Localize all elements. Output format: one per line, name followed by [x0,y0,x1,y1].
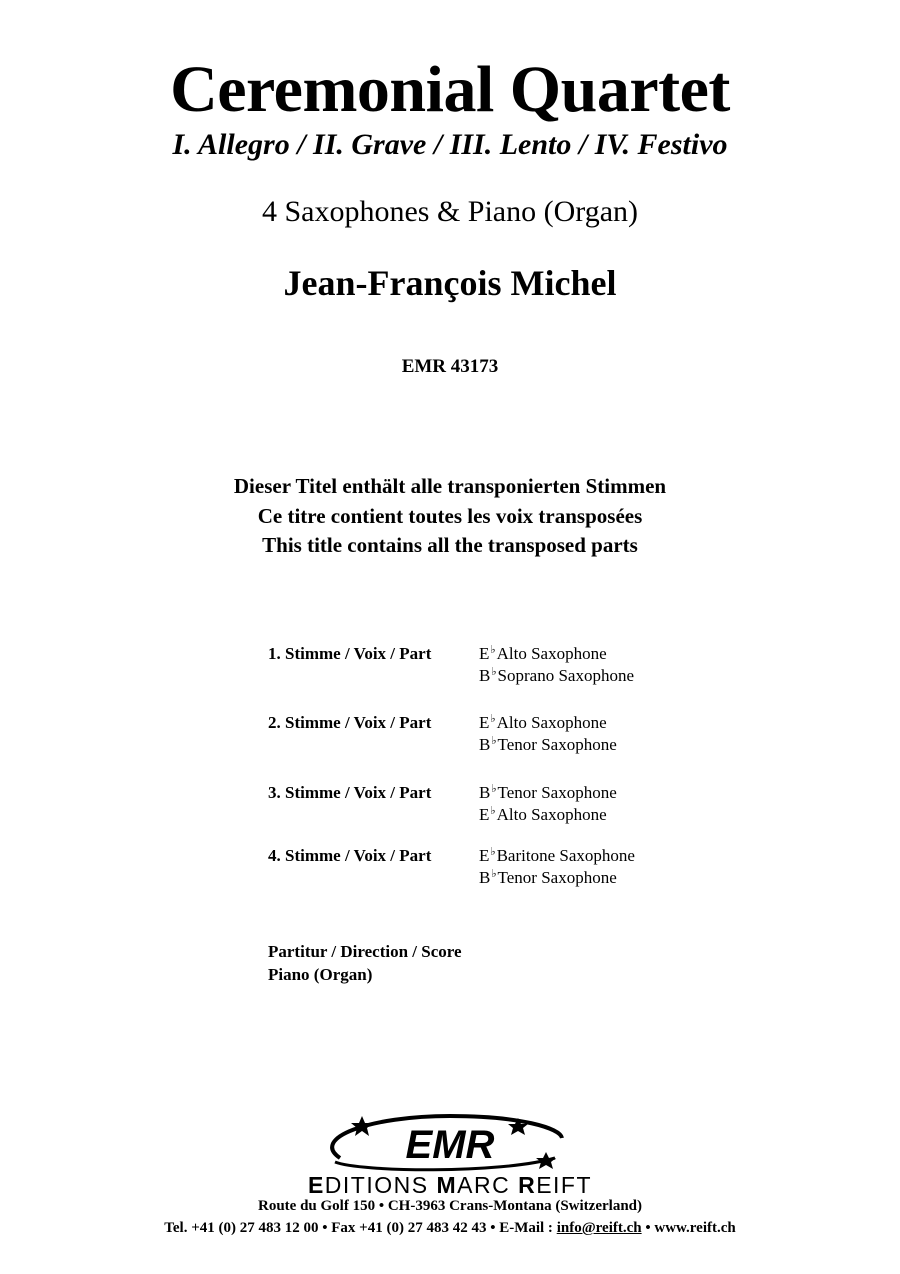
part-instruments [479,713,617,757]
instrument-line: E♭Alto Saxophone [479,713,607,732]
note-english: This title contains all the transposed parts [262,533,638,557]
part-1 [268,644,768,684]
instrument-line: E♭Baritone Saxophone [479,846,635,865]
part-instruments [479,783,617,827]
movements-subtitle: I. Allegro / II. Grave / III. Lento / IV. Festivo [172,128,728,161]
part-label: 3. Stimme / Voix / Part [268,783,432,802]
instrument-line: E♭Alto Saxophone [479,805,607,824]
flat-symbol: ♭ [490,713,496,725]
publisher-contact: Tel. +41 (0) 27 483 12 00 • Fax +41 (0) 27 483 42 43 • E-Mail : info@reift.ch • www.reift.ch [164,1220,736,1236]
instrument-line: B♭Tenor Saxophone [479,868,617,887]
logo-text: EMR [405,1123,495,1167]
part-label: 1. Stimme / Voix / Part [268,644,432,663]
part-label: 4. Stimme / Voix / Part [268,846,432,865]
piano-label: Piano (Organ) [268,965,373,984]
flat-symbol: ♭ [490,644,496,656]
page-title: Ceremonial Quartet [170,53,730,126]
flat-symbol: ♭ [491,666,497,678]
instrumentation: 4 Saxophones & Piano (Organ) [261,195,639,228]
note-french: Ce titre contient toutes les voix transposées [257,503,643,528]
instrument-line: E♭Alto Saxophone [479,644,607,663]
emr-logo [300,1108,600,1178]
instrument-line: B♭Tenor Saxophone [479,783,617,802]
catalog-number: EMR 43173 [401,356,499,377]
flat-symbol: ♭ [491,735,497,747]
note-german: Dieser Titel enthält alle transponierten Stimmen [233,474,667,498]
instrument-line: B♭Tenor Saxophone [479,735,617,754]
flat-symbol: ♭ [490,805,496,817]
instrument-line: B♭Soprano Saxophone [479,666,635,685]
part-2 [268,713,768,753]
flat-symbol: ♭ [491,783,497,795]
part-instruments [479,644,634,688]
transposed-parts-note [0,472,900,561]
publisher-address: Route du Golf 150 • CH-3963 Crans-Montana (Switzerland) [258,1198,642,1214]
score-block [268,940,462,986]
part-label: 2. Stimme / Voix / Part [268,713,432,732]
part-3 [268,783,768,823]
part-instruments [479,846,635,890]
email-link[interactable]: info@reift.ch [556,1220,642,1236]
composer-name: Jean-François Michel [283,263,617,303]
flat-symbol: ♭ [491,868,497,880]
part-4 [268,846,768,886]
publisher-name: EDITIONS MARC REIFT [307,1172,593,1198]
score-label: Partitur / Direction / Score [268,942,462,961]
flat-symbol: ♭ [490,846,496,858]
